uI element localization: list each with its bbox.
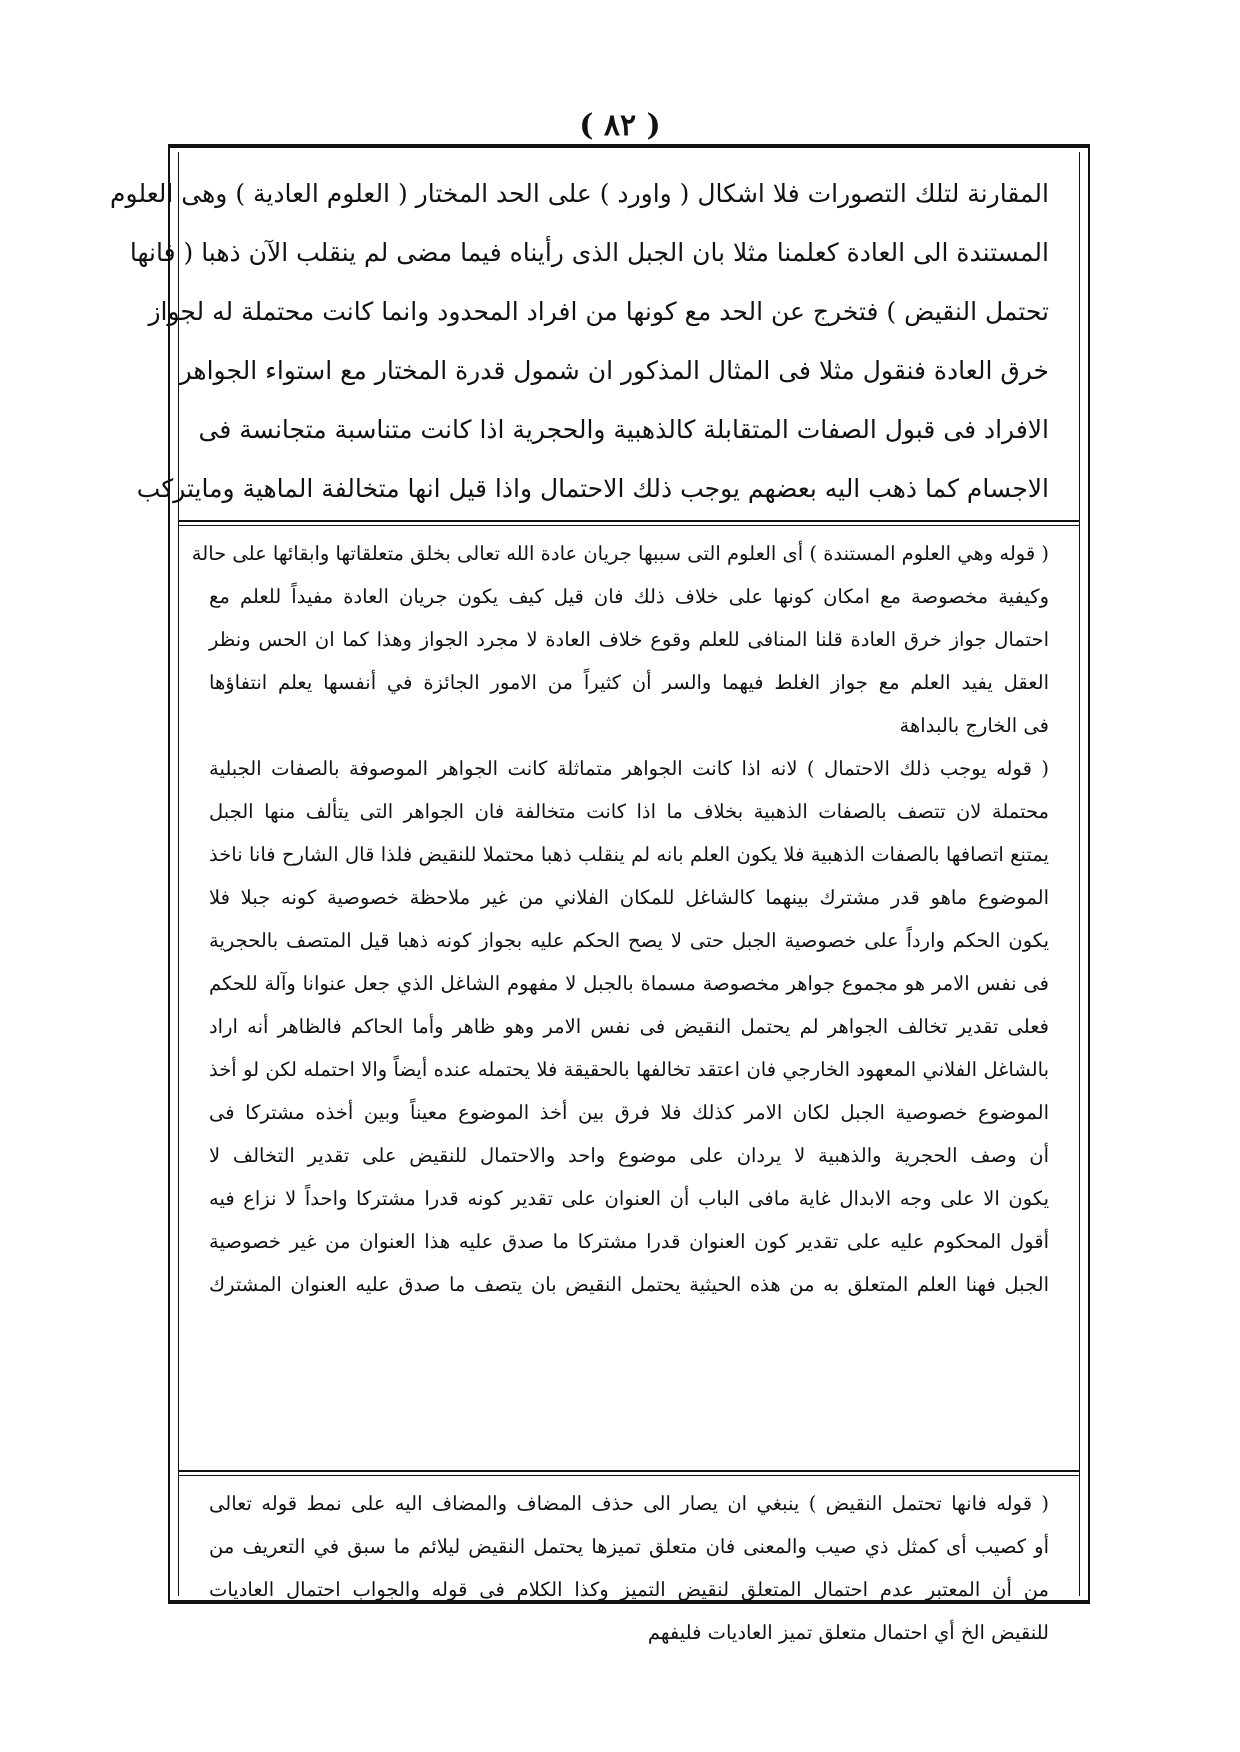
commentary-line: ( قوله وهي العلوم المستندة ) أى العلوم التى سببها جريان عادة الله تعالى بخلق متعلقاتها وابقائها على حالة	[191, 542, 1049, 565]
commentary-line: بالشاغل الفلاني المعهود الخارجي فان اعتقد تخالفها بالحقيقة فلا يحتمله عنده أيضاً والا احتمله لكن لو أخذ	[209, 1058, 1049, 1081]
commentary-line: فعلى تقدير تخالف الجواهر لم يحتمل النقيض فى نفس الامر وهو ظاهر وأما الحاكم فالظاهر أنه اراد	[209, 1015, 1049, 1038]
commentary-line: الجبل فهنا العلم المتعلق به من هذه الحيثية يحتمل النقيض بان يتصف ما صدق عليه العنوان المشترك	[209, 1273, 1049, 1296]
commentary-line: أن وصف الحجرية والذهبية لا يردان على موضوع واحد والاحتمال للنقيض على تقدير التخالف لا	[209, 1144, 1049, 1167]
commentary-line: يمتنع اتصافها بالصفات الذهبية فلا يكون العلم بانه لم ينقلب ذهبا محتملا للنقيض فلذا قال الشارح فانا ناخذ	[209, 843, 1049, 866]
commentary-line: من أن المعتبر عدم احتمال المتعلق لنقيض التميز وكذا الكلام فى قوله والجواب احتمال العاديات	[209, 1578, 1049, 1601]
commentary-line: يكون الا على وجه الابدال غاية مافى الباب أن العنوان على تقدير كونه قدرا مشتركا واحداً لا نزاع فيه	[209, 1187, 1049, 1210]
commentary-line: الموضوع خصوصية الجبل لكان الامر كذلك فلا فرق بين أخذ الموضوع معيناً وبين أخذه مشتركا فى	[209, 1101, 1049, 1124]
commentary-line: فى الخارج بالبداهة	[899, 714, 1049, 737]
main-text-line: المقارنة لتلك التصورات فلا اشكال ( واورد ) على الحد المختار ( العلوم العادية ) وهى العلوم	[110, 179, 1049, 208]
commentary-line: أو كصيب أى كمثل ذي صيب والمعنى فان متعلق تميزها يحتمل النقيض ليلائم ما سبق في التعريف من	[209, 1535, 1049, 1558]
commentary-line: احتمال جواز خرق العادة قلنا المنافى للعلم وقوع خلاف العادة لا مجرد الجواز وهذا كما ان الحس ونظر	[209, 628, 1049, 651]
commentary-line: فى نفس الامر هو مجموع جواهر مخصوصة مسماة بالجبل لا مفهوم الشاغل الذي جعل عنوانا وآلة للحكم	[209, 972, 1049, 995]
main-text-line: الاجسام كما ذهب اليه بعضهم يوجب ذلك الاحتمال واذا قيل انها متخالفة الماهية ومايتركب	[136, 474, 1049, 503]
main-text	[110, 164, 1049, 518]
commentary-line: العقل يفيد العلم مع جواز الغلط فيهما والسر أن كثيراً من الامور الجائزة في أنفسها يعلم انتفاؤها	[209, 671, 1049, 694]
page-frame-inner	[110, 152, 1080, 1644]
page-number: ( ٨٢ )	[579, 108, 661, 143]
commentary-line: ( قوله فانها تحتمل النقيض ) ينبغي ان يصار الى حذف المضاف والمضاف اليه على نمط قوله تعالى	[209, 1492, 1049, 1515]
main-text-line: خرق العادة فنقول مثلا فى المثال المذكور ان شمول قدرة المختار مع استواء الجواهر	[179, 356, 1049, 385]
section-divider	[179, 1475, 1079, 1476]
commentary-line: يكون الحكم وارداً على خصوصية الجبل حتى لا يصح الحكم عليه بجواز كونه ذهبا قيل المتصف بالحجرية	[209, 929, 1049, 952]
commentary-section-1	[191, 532, 1049, 1306]
page-frame	[110, 144, 1090, 1644]
commentary-line: محتملة لان تتصف بالصفات الذهبية بخلاف ما اذا كانت متخالفة فان الجواهر التى يتألف منها الجبل	[209, 800, 1049, 823]
commentary-line: أقول المحكوم عليه على تقدير كون العنوان قدرا مشتركا ما صدق عليه هذا العنوان من غير خصوصية	[209, 1230, 1049, 1253]
section-divider	[179, 1470, 1079, 1472]
commentary-line: وكيفية مخصوصة مع امكان كونها على خلاف ذلك فان قيل كيف يكون جريان العادة مفيداً للعلم مع	[209, 585, 1049, 608]
commentary-line: للنقيض الخ أي احتمال متعلق تميز العاديات فليفهم	[647, 1621, 1049, 1644]
main-text-line: المستندة الى العادة كعلمنا مثلا بان الجبل الذى رأيناه فيما مضى لم ينقلب الآن ذهبا ( فانها	[129, 238, 1049, 267]
commentary-line: ( قوله يوجب ذلك الاحتمال ) لانه اذا كانت الجواهر متماثلة كانت الجواهر الموصوفة بالصفات الجبلية	[209, 757, 1049, 780]
main-text-line: تحتمل النقيض ) فتخرج عن الحد مع كونها من افراد المحدود وانما كانت محتملة له لجواز	[148, 297, 1049, 326]
main-text-line: الافراد فى قبول الصفات المتقابلة كالذهبية والحجرية اذا كانت متناسبة متجانسة فى	[198, 415, 1049, 444]
commentary-section-2	[209, 1482, 1049, 1654]
commentary-line: الموضوع ماهو قدر مشترك بينهما كالشاغل للمكان الفلاني من غير ملاحظة خصوصية كونه جبلا فلا	[209, 886, 1049, 909]
section-divider	[179, 525, 1079, 526]
section-divider	[179, 520, 1079, 522]
